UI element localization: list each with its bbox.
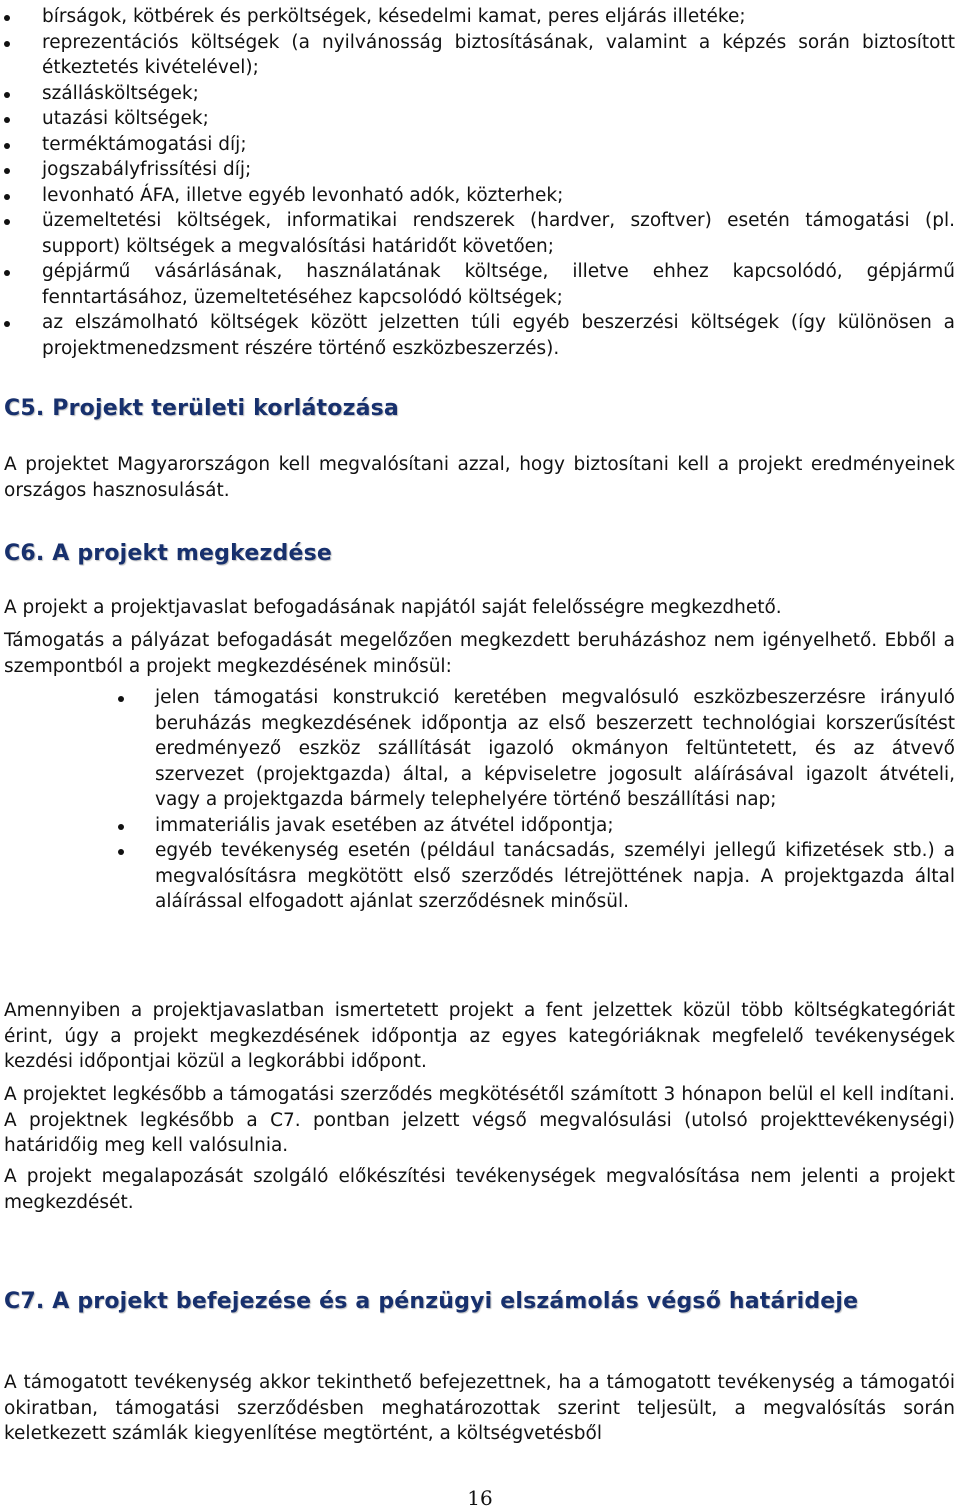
list-item: utazási költségek; (42, 106, 955, 132)
c7-paragraph: A támogatott tevékenység akkor tekinthető befejezettnek, ha a támogatott tevékenység a támogatói okiratban, támogatási szerződésben meghatározottak szerint teljesült, a megvalósítás során keletkezett számlák kiegyenlítése megtörtént, a költségvetésből (4, 1372, 955, 1444)
c5-paragraph: A projektet Magyarországon kell megvalósítani azzal, hogy biztosítani kell a projekt eredményeinek országos hasznosulását. (4, 454, 955, 501)
c6-paragraph-2: Támogatás a pályázat befogadását megelőzően megkezdett beruházáshoz nem igényelhető. Ebből a szempontból a projekt megkezdésének minősül: (4, 630, 955, 677)
c7-heading: C7. A projekt befejezése és a pénzügyi elszámolás végső határideje (4, 1289, 859, 1314)
list-item: üzemeltetési költségek, informatikai rendszerek (hardver, szoftver) esetén támogatási (pl. support) költségek a megvalósítási határidőt követően; (42, 208, 955, 259)
c5-heading: C5. Projekt területi korlátozása (4, 396, 399, 421)
list-item: terméktámogatási díj; (42, 132, 955, 158)
list-item: immateriális javak esetében az átvétel időpontja; (155, 813, 955, 839)
c6-heading: C6. A projekt megkezdése (4, 541, 332, 566)
list-item: szállásköltségek; (42, 81, 955, 107)
c6-paragraph-3: Amennyiben a projektjavaslatban ismertetett projekt a fent jelzettek közül több költségkategóriát érint, úgy a projekt megkezdésének időpontja az egyes kategóriáknak megfelelő tevékenységek kezdési időpontjai közül a legkorábbi időpont. (4, 1000, 955, 1072)
list-item: az elszámolható költségek között jelzetten túli egyéb beszerzési költségek (így különösen a projektmenedzsment részére történő eszközbeszerzés). (42, 310, 955, 361)
list-item: bírságok, kötbérek és perköltségek, késedelmi kamat, peres eljárás illetéke; (42, 4, 955, 30)
c6-paragraph-5: A projekt megalapozását szolgáló előkészítési tevékenységek megvalósítása nem jelenti a projekt megkezdését. (4, 1166, 955, 1213)
project-start-list (155, 685, 955, 915)
list-item: jogszabályfrissítési díj; (42, 157, 955, 183)
list-item: egyéb tevékenység esetén (például tanácsadás, személyi jellegű kifizetések stb.) a megvalósításra megkötött első szerződés létrejöttének napja. A projektgazda által aláírással elfogadott ajánlat szerződésnek minősül. (155, 838, 955, 915)
list-item: levonható ÁFA, illetve egyéb levonható adók, közterhek; (42, 183, 955, 209)
c7-section (4, 1286, 955, 1317)
list-item: jelen támogatási konstrukció keretében megvalósuló eszközbeszerzésre irányuló beruházás megkezdésének időpontja az első beszerzett technológiai korszerűsítést eredményező eszköz szállítását igazoló okmányon feltüntetett, és az átvevő szervezet (projektgazda) által, a képviseletre jogosult aláírásával igazolt átvételi, vagy a projektgazda bármely telephelyére történő beszállítási nap; (155, 685, 955, 813)
list-item: reprezentációs költségek (a nyilvánosság biztosításának, valamint a képzés során biztosított étkeztetés kivételével); (42, 30, 955, 81)
c6-paragraph-4: A projektet legkésőbb a támogatási szerződés megkötésétől számított 3 hónapon belül el kell indítani. A projektnek legkésőbb a C7. pontban jelzett végső megvalósulási (utolsó projekttevékenységi) határidőig meg kell valósulnia. (4, 1084, 955, 1156)
list-item: gépjármű vásárlásának, használatának költsége, illetve ehhez kapcsolódó, gépjármű fenntartásához, üzemeltetéséhez kapcsolódó költségek; (42, 259, 955, 310)
c5-section (4, 396, 955, 421)
excluded-costs-list (42, 4, 955, 361)
page-number: 16 (467, 1486, 493, 1510)
c6-paragraph-1: A projekt a projektjavaslat befogadásának napjától saját felelősségre megkezdhető. (4, 597, 782, 618)
c6-section (4, 541, 955, 566)
